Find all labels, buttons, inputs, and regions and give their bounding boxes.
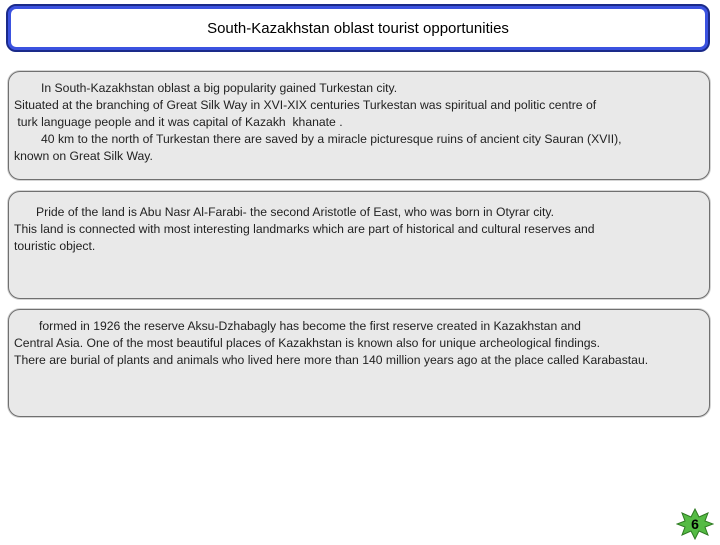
panel-line: turk language people and it was capital of Kazakh khanate . [14, 115, 343, 129]
panel-line: Pride of the land is Abu Nasr Al-Farabi- the second Aristotle of East, who was born in Otyrar city. [36, 205, 554, 219]
panel-line: 40 km to the north of Turkestan there are saved by a miracle picturesque ruins of ancient city Sauran (XVII), [41, 132, 622, 146]
panel-aksu-dzhabagly [8, 309, 710, 417]
page-number: 6 [691, 516, 699, 532]
panel-line: In South-Kazakhstan oblast a big popularity gained Turkestan city. [41, 81, 398, 95]
panel-line: This land is connected with most interesting landmarks which are part of historical and cultural reserves and [14, 222, 595, 236]
panel-turkestan [8, 71, 710, 180]
panel-line: There are burial of plants and animals who lived here more than 140 million years ago at the place called Karabastau. [14, 353, 649, 367]
panel-turkestan-text [14, 80, 720, 165]
title-bar [6, 4, 710, 52]
panel-line: touristic object. [14, 239, 96, 253]
panel-line: Central Asia. One of the most beautiful places of Kazakhstan is known also for unique archeological findings. [14, 336, 601, 350]
slide-title: South-Kazakhstan oblast tourist opportunities [8, 6, 708, 50]
panel-aksu-dzhabagly-text [14, 318, 720, 369]
panel-farabi [8, 191, 710, 299]
panel-line: formed in 1926 the reserve Aksu-Dzhabagly has become the first reserve created in Kazakhstan and [39, 319, 581, 333]
panel-line: known on Great Silk Way. [14, 149, 153, 163]
panel-farabi-text [14, 204, 720, 255]
panel-line: Situated at the branching of Great Silk Way in XVI-XIX centuries Turkestan was spiritual and politic centre of [14, 98, 597, 112]
page-number-badge [676, 508, 714, 540]
